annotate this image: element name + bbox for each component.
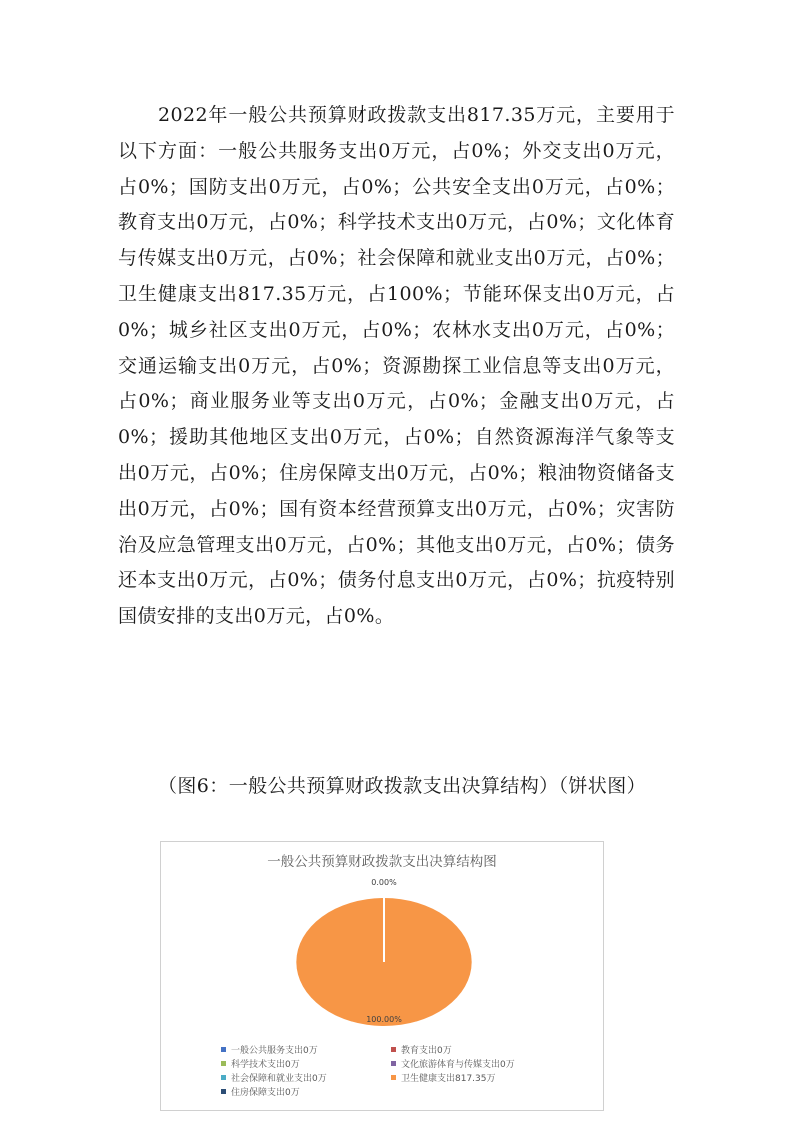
pie-chart — [160, 841, 604, 1111]
legend-swatch — [221, 1075, 226, 1080]
legend-label: 社会保障和就业支出0万 — [231, 1073, 327, 1084]
legend-swatch — [221, 1047, 226, 1052]
figure-caption: （图6：一般公共预算财政拨款支出决算结构）（饼状图） — [158, 775, 646, 797]
legend-label: 卫生健康支出817.35万 — [401, 1073, 496, 1084]
legend-item — [391, 1071, 561, 1084]
legend-swatch — [391, 1075, 396, 1080]
legend-label: 教育支出0万 — [401, 1045, 452, 1056]
legend-swatch — [221, 1061, 226, 1066]
chart-legend — [221, 1042, 581, 1098]
legend-item — [221, 1085, 391, 1098]
legend-item — [391, 1043, 561, 1056]
chart-title: 一般公共预算财政拨款支出决算结构图 — [267, 854, 497, 870]
data-label-bottom: 100.00% — [366, 1015, 402, 1024]
legend-label: 科学技术支出0万 — [231, 1059, 300, 1070]
legend-label: 文化旅游体育与传媒支出0万 — [401, 1059, 515, 1070]
body-paragraph: 2022年一般公共预算财政拨款支出817.35万元，主要用于以下方面：一般公共服务支出0万元，占0%；外交支出0万元，占0%；国防支出0万元，占0%；公共安全支出0万元，占0%；教育支出0万元，占0%；科学技术支出0万元，占0%；文化体育与传媒支出0万元，占0%；社会保障和就业支出0万元，占0%；卫生健康支出817.35万元，占100%；节能环保支出0万元，占0%；城乡社区支出0万元，占0%；农林水支出0万元，占0%；交通运输支出0万元，占0%；资源勘探工业信息等支出0万元，占0%；商业服务业等支出0万元，占0%；金融支出0万元，占0%；援助其他地区支出0万元，占0%；自然资源海洋气象等支出0万元，占0%；住房保障支出0万元，占0%；粮油物资储备支出0万元，占0%；国有资本经营预算支出0万元，占0%；灾害防治及应急管理支出0万元，占0%；其他支出0万元，占0%；债务还本支出0万元，占0%；债务付息支出0万元，占0%；抗疫特别国债安排的支出0万元，占0%。 — [118, 104, 675, 628]
legend-label: 一般公共服务支出0万 — [231, 1045, 318, 1056]
legend-item — [391, 1057, 561, 1070]
legend-swatch — [391, 1047, 396, 1052]
legend-swatch — [221, 1089, 226, 1094]
legend-label: 住房保障支出0万 — [231, 1087, 300, 1098]
legend-swatch — [391, 1061, 396, 1066]
legend-item — [221, 1071, 391, 1084]
legend-item — [221, 1043, 391, 1056]
data-label-top: 0.00% — [371, 878, 397, 887]
legend-item — [221, 1057, 391, 1070]
